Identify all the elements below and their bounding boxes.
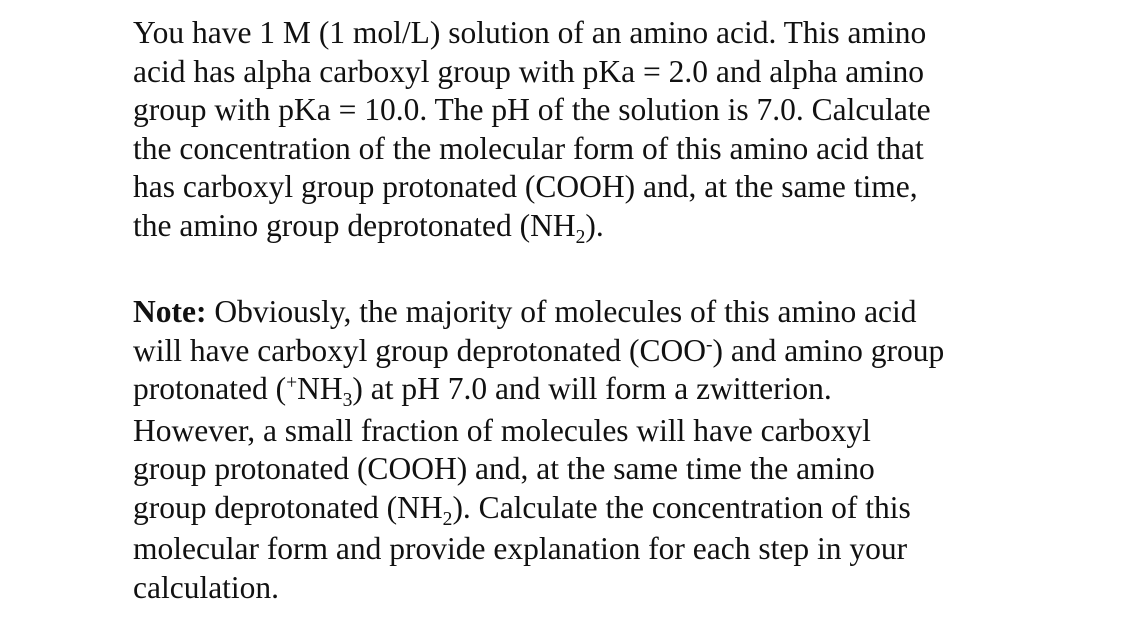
- question-line: acid has alpha carboxyl group with pKa = 2.0 and alpha amino: [133, 53, 925, 89]
- text-run: ) at pH 7.0 and will form a zwitterion.: [352, 371, 832, 406]
- question-line: the concentration of the molecular form of this amino acid that: [133, 130, 924, 166]
- question-line: group with pKa = 10.0. The pH of the solution is 7.0. Calculate: [133, 92, 931, 127]
- question-paragraph: [133, 14, 1013, 248]
- subscript: 3: [342, 389, 353, 411]
- text-run: ). Calculate the concentration of this: [452, 489, 911, 525]
- text-run: ).: [585, 207, 604, 243]
- superscript: +: [286, 372, 298, 394]
- text-run: group deprotonated (NH: [133, 489, 443, 525]
- note-paragraph: [133, 293, 1013, 607]
- subscript: 2: [575, 226, 586, 248]
- text-run: Obviously, the majority of molecules of this amino acid: [206, 294, 917, 329]
- note-label: Note:: [133, 294, 207, 329]
- text-run: the amino group deprotonated (NH: [133, 207, 576, 243]
- text-run: protonated (: [133, 371, 287, 406]
- text-run: NH: [297, 371, 343, 406]
- note-line: [133, 489, 1013, 528]
- note-line: calculation.: [133, 569, 280, 605]
- note-line: [133, 370, 1013, 409]
- superscript: -: [705, 333, 713, 355]
- note-line: However, a small fraction of molecules will have carboxyl: [133, 412, 871, 448]
- document-body: [133, 14, 1013, 607]
- paragraph-gap: [133, 245, 1013, 293]
- text-run: ) and amino group: [712, 332, 945, 368]
- note-line: group protonated (COOH) and, at the same time the amino: [133, 451, 875, 486]
- note-line: [133, 332, 1013, 371]
- note-line: [133, 293, 1013, 332]
- question-line: You have 1 M (1 mol/L) solution of an amino acid. This amino: [133, 15, 927, 50]
- text-run: will have carboxyl group deprotonated (COO: [133, 332, 706, 368]
- question-last-line: [133, 207, 1013, 246]
- note-line: molecular form and provide explanation for each step in your: [133, 531, 908, 566]
- question-line: has carboxyl group protonated (COOH) and, at the same time,: [133, 169, 918, 204]
- subscript: 2: [442, 508, 453, 530]
